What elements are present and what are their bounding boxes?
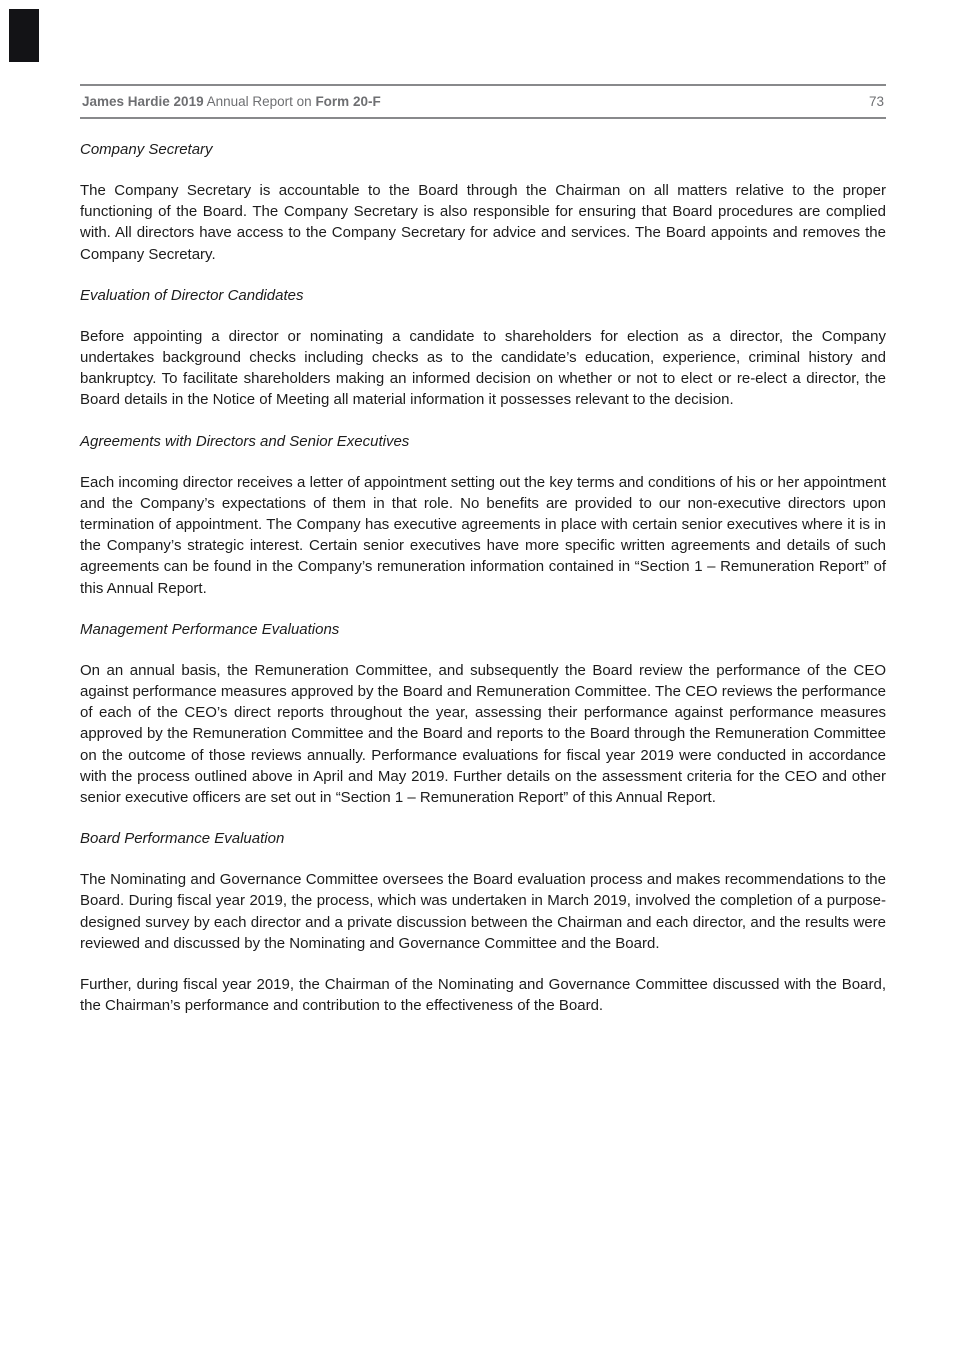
page-content bbox=[80, 84, 886, 1036]
report-title bbox=[82, 94, 381, 110]
section-board-performance-evaluation bbox=[80, 828, 886, 1016]
section-agreements-with-directors bbox=[80, 431, 886, 599]
section-heading: Management Performance Evaluations bbox=[80, 620, 340, 638]
paragraph: Before appointing a director or nominating a candidate to shareholders for election as a director, the Company undertakes background checks including checks as to the candidate’s education, experience, criminal history and bankruptcy. To facilitate shareholders making an informed decision on whether or not to elect or re-elect a director, the Board details in the Notice of Meeting all material information it possesses relevant to the decision. bbox=[80, 327, 886, 409]
paragraph: Further, during fiscal year 2019, the Chairman of the Nominating and Governance Committee discussed with the Board, the Chairman’s performance and contribution to the effectiveness of the Board. bbox=[80, 976, 886, 1015]
page-number: 73 bbox=[868, 94, 884, 109]
paragraph: Each incoming director receives a letter of appointment setting out the key terms and conditions of his or her appointment and the Company’s expectations of them in that role. No benefits are provided to our non-executive directors upon termination of appointment. The Company has executive agreements in place with certain senior executives where it is in the Company’s strategic interest. Certain senior executives have more specific written agreements and details of such agreements can be found in the Company’s remuneration information contained in “Section 1 – Remuneration Report” of this Annual Report. bbox=[80, 473, 886, 597]
report-title-form: Form 20-F bbox=[315, 94, 381, 109]
section-heading: Agreements with Directors and Senior Executives bbox=[80, 432, 410, 450]
paragraph: The Company Secretary is accountable to the Board through the Chairman on all matters relative to the proper functioning of the Board. The Company Secretary is also responsible for ensuring that Board procedures are complied with. All directors have access to the Company Secretary for advice and services. The Board appoints and removes the Company Secretary. bbox=[80, 182, 886, 263]
section-management-performance-evaluations bbox=[80, 619, 886, 808]
document-header bbox=[80, 84, 886, 119]
section-evaluation-of-director-candidates bbox=[80, 285, 886, 411]
document-body bbox=[80, 139, 886, 1016]
paragraph: The Nominating and Governance Committee oversees the Board evaluation process and makes recommendations to the Board. During fiscal year 2019, the process, which was undertaken in March 2019, involved the completion of a purpose-designed survey by each director and a private discussion between the Chairman and each director, and the results were reviewed and discussed by the Nominating and Governance Committee and the Board. bbox=[80, 871, 886, 952]
report-title-middle: Annual Report on bbox=[203, 94, 316, 109]
section-company-secretary bbox=[80, 139, 886, 265]
section-heading: Company Secretary bbox=[80, 141, 213, 158]
section-heading: Board Performance Evaluation bbox=[80, 830, 285, 848]
corner-bookmark-mark bbox=[9, 9, 39, 62]
paragraph: On an annual basis, the Remuneration Committee, and subsequently the Board review the performance of the CEO against performance measures approved by the Board and Remuneration Committee. The CEO reviews the performance of each of the CEO’s direct reports throughout the year, assessing their performance against performance measures approved by the Remuneration Committee and the Board and reports to the Board through the Remuneration Committee on the outcome of those reviews annually. Performance evaluations for fiscal year 2019 were conducted in accordance with the process outlined above in April and May 2019. Further details on the assessment criteria for the CEO and other senior executive officers are set out in “Section 1 – Remuneration Report” of this Annual Report. bbox=[80, 661, 886, 807]
report-title-brand: James Hardie 2019 bbox=[82, 94, 204, 109]
section-heading: Evaluation of Director Candidates bbox=[80, 286, 304, 304]
